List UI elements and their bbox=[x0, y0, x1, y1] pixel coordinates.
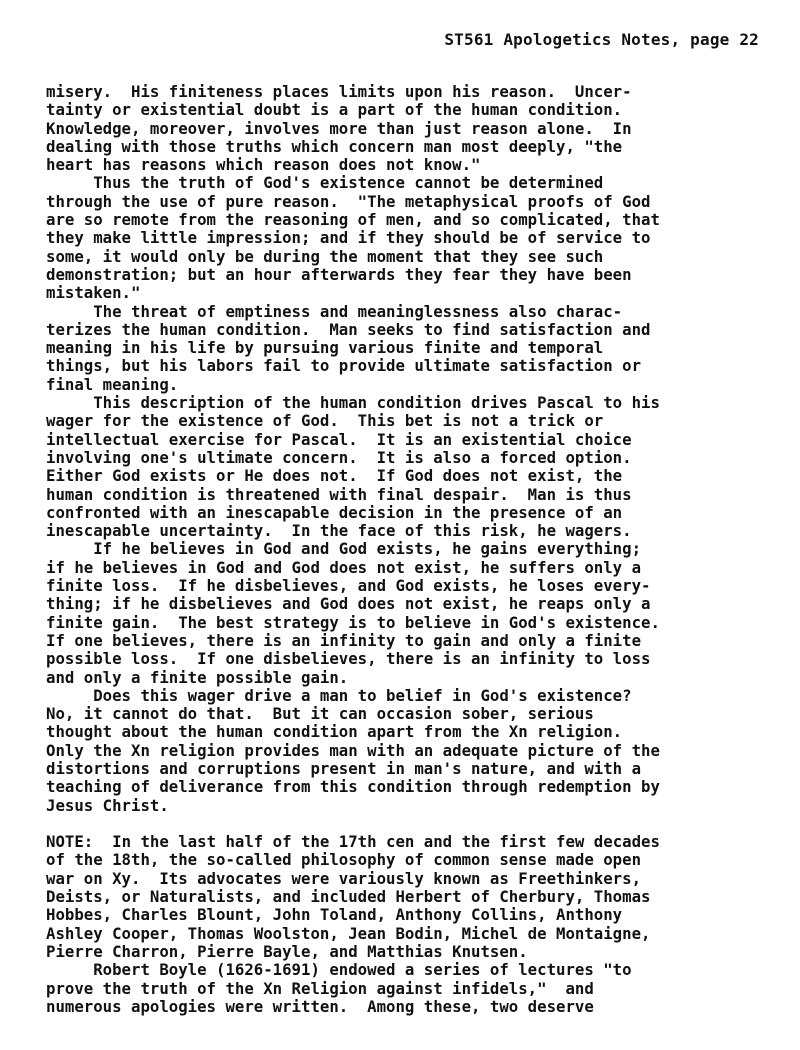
text-line: finite loss. If he disbelieves, and God exists, he loses every- bbox=[46, 576, 651, 596]
text-line: Only the Xn religion provides man with an adequate picture of the bbox=[46, 740, 660, 760]
text-line: Jesus Christ. bbox=[46, 795, 169, 815]
text-line: Does this wager drive a man to belief in God's existence? bbox=[46, 685, 632, 705]
text-line: misery. His finiteness places limits upon his reason. Uncer- bbox=[46, 82, 632, 101]
text-line: intellectual exercise for Pascal. It is an existential choice bbox=[46, 429, 632, 449]
text-line: thing; if he disbelieves and God does not exist, he reaps only a bbox=[46, 594, 651, 614]
page-header: ST561 Apologetics Notes, page 22 bbox=[444, 30, 759, 49]
text-line: if he believes in God and God does not exist, he suffers only a bbox=[46, 557, 642, 577]
body-text bbox=[46, 83, 766, 1016]
text-line: and only a finite possible gain. bbox=[46, 667, 349, 687]
text-line: The threat of emptiness and meaninglessness also charac- bbox=[46, 301, 623, 321]
text-line: are so remote from the reasoning of men, and so complicated, that bbox=[46, 210, 660, 230]
text-line: prove the truth of the Xn Religion against infidels," and bbox=[46, 978, 594, 998]
text-line: dealing with those truths which concern man most deeply, "the bbox=[46, 136, 623, 156]
text-line: heart has reasons which reason does not know." bbox=[46, 155, 481, 175]
text-line: things, but his labors fail to provide ultimate satisfaction or bbox=[46, 356, 642, 376]
text-line: Pierre Charron, Pierre Bayle, and Matthias Knutsen. bbox=[46, 941, 528, 961]
note-first-line-text: In the last half of the 17th cen and the first few decades bbox=[93, 832, 660, 852]
text-line: Robert Boyle (1626-1691) endowed a series of lectures "to bbox=[46, 960, 632, 980]
note-label: NOTE: bbox=[46, 832, 94, 852]
text-line: possible loss. If one disbelieves, there is an infinity to loss bbox=[46, 649, 651, 669]
note-paragraphs bbox=[46, 851, 766, 1016]
text-line: final meaning. bbox=[46, 374, 179, 394]
text-line: inescapable uncertainty. In the face of this risk, he wagers. bbox=[46, 521, 632, 541]
text-line: numerous apologies were written. Among these, two deserve bbox=[46, 996, 594, 1016]
text-line: Ashley Cooper, Thomas Woolston, Jean Bodin, Michel de Montaigne, bbox=[46, 923, 651, 943]
text-line: war on Xy. Its advocates were variously known as Freethinkers, bbox=[46, 868, 642, 888]
text-line: mistaken." bbox=[46, 283, 141, 303]
text-line: terizes the human condition. Man seeks to find satisfaction and bbox=[46, 319, 651, 339]
text-line: finite gain. The best strategy is to believe in God's existence. bbox=[46, 612, 660, 632]
text-line: This description of the human condition drives Pascal to his bbox=[46, 393, 660, 413]
note-first-line bbox=[46, 833, 766, 851]
paragraph-gap bbox=[46, 815, 766, 833]
text-line: Thus the truth of God's existence cannot be determined bbox=[46, 173, 604, 193]
text-line: If one believes, there is an infinity to gain and only a finite bbox=[46, 630, 642, 650]
text-line: demonstration; but an hour afterwards they fear they have been bbox=[46, 264, 632, 284]
text-line: Knowledge, moreover, involves more than just reason alone. In bbox=[46, 118, 632, 138]
text-line: teaching of deliverance from this condition through redemption by bbox=[46, 777, 660, 797]
main-paragraphs bbox=[46, 83, 766, 815]
text-line: confronted with an inescapable decision in the presence of an bbox=[46, 502, 623, 522]
text-line: human condition is threatened with final despair. Man is thus bbox=[46, 484, 632, 504]
text-line: involving one's ultimate concern. It is also a forced option. bbox=[46, 447, 632, 467]
text-line: Either God exists or He does not. If God does not exist, the bbox=[46, 466, 623, 486]
text-line: tainty or existential doubt is a part of the human condition. bbox=[46, 100, 623, 120]
text-line: distortions and corruptions present in man's nature, and with a bbox=[46, 758, 642, 778]
text-line: Hobbes, Charles Blount, John Toland, Anthony Collins, Anthony bbox=[46, 905, 623, 925]
text-line: Deists, or Naturalists, and included Herbert of Cherbury, Thomas bbox=[46, 887, 651, 907]
text-line: thought about the human condition apart from the Xn religion. bbox=[46, 722, 623, 742]
text-line: wager for the existence of God. This bet is not a trick or bbox=[46, 411, 604, 431]
text-line: No, it cannot do that. But it can occasion sober, serious bbox=[46, 704, 594, 724]
text-line: some, it would only be during the moment that they see such bbox=[46, 246, 604, 266]
text-line: through the use of pure reason. "The metaphysical proofs of God bbox=[46, 191, 651, 211]
text-line: meaning in his life by pursuing various finite and temporal bbox=[46, 338, 604, 358]
text-line: If he believes in God and God exists, he gains everything; bbox=[46, 539, 642, 559]
text-line: they make little impression; and if they should be of service to bbox=[46, 228, 651, 248]
text-line: of the 18th, the so-called philosophy of common sense made open bbox=[46, 850, 642, 870]
